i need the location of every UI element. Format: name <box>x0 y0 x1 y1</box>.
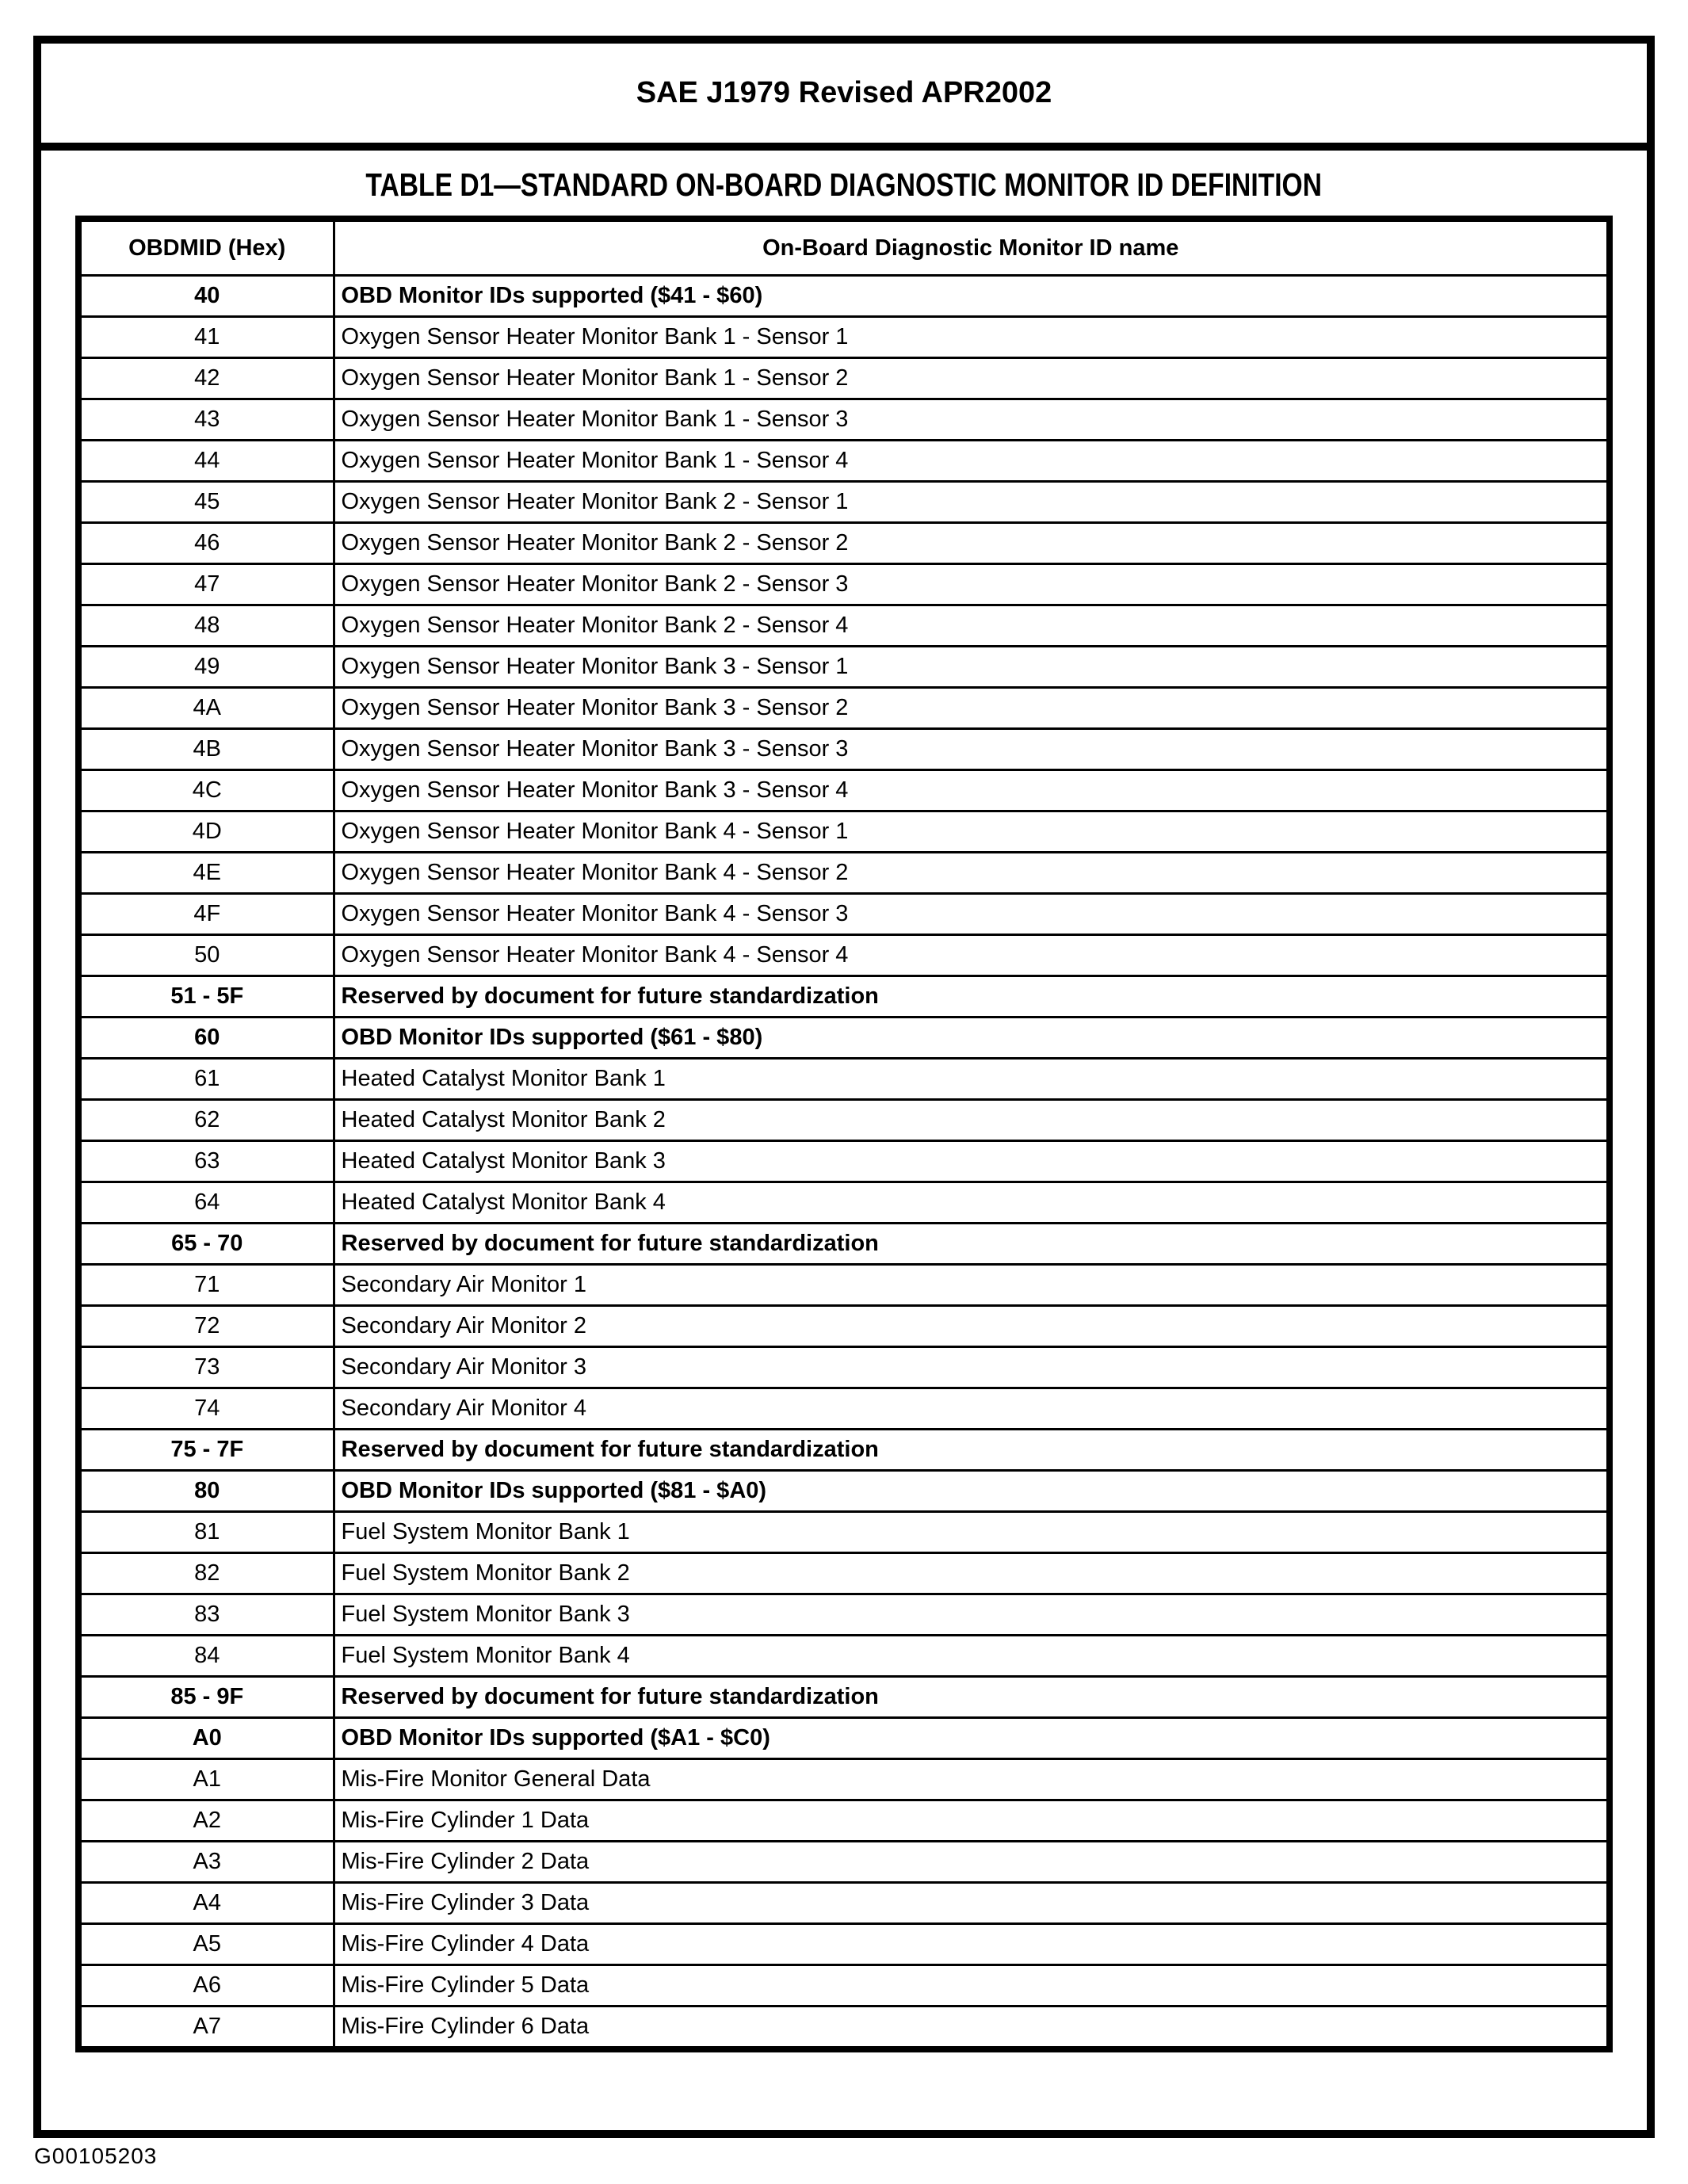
table-row <box>78 1800 1610 1842</box>
obdmid-cell: A4 <box>78 1883 334 1924</box>
monitor-name-cell: Mis-Fire Cylinder 4 Data <box>334 1924 1610 1965</box>
obdmid-cell: 84 <box>78 1636 334 1677</box>
obdmid-cell: 4A <box>78 688 334 729</box>
monitor-name-cell: Oxygen Sensor Heater Monitor Bank 1 - Sensor 2 <box>334 358 1610 399</box>
table-row <box>78 1512 1610 1553</box>
monitor-name-cell: Fuel System Monitor Bank 1 <box>334 1512 1610 1553</box>
obdmid-cell: 60 <box>78 1018 334 1059</box>
obdmid-cell: 40 <box>78 276 334 317</box>
obdmid-cell: 75 - 7F <box>78 1430 334 1471</box>
obdmid-cell: 71 <box>78 1265 334 1306</box>
table-row <box>78 1265 1610 1306</box>
obdmid-cell: 47 <box>78 564 334 605</box>
monitor-name-cell: Oxygen Sensor Heater Monitor Bank 1 - Sensor 3 <box>334 399 1610 441</box>
obdmid-cell: 80 <box>78 1471 334 1512</box>
monitor-name-cell: Oxygen Sensor Heater Monitor Bank 4 - Sensor 2 <box>334 853 1610 894</box>
table-row <box>78 1965 1610 2006</box>
obdmid-cell: A5 <box>78 1924 334 1965</box>
table-row <box>78 729 1610 770</box>
monitor-name-cell: Reserved by document for future standardization <box>334 1430 1610 1471</box>
table-row <box>78 1430 1610 1471</box>
obdmid-cell: 83 <box>78 1594 334 1636</box>
monitor-name-cell: Heated Catalyst Monitor Bank 3 <box>334 1141 1610 1182</box>
monitor-name-cell: Oxygen Sensor Heater Monitor Bank 4 - Sensor 1 <box>334 811 1610 853</box>
table-header <box>78 219 1610 276</box>
monitor-name-cell: Heated Catalyst Monitor Bank 1 <box>334 1059 1610 1100</box>
table-header-row <box>78 219 1610 276</box>
page-border <box>33 36 1655 2138</box>
monitor-name-cell: Reserved by document for future standardization <box>334 976 1610 1018</box>
table-row <box>78 976 1610 1018</box>
monitor-name-cell: Reserved by document for future standardization <box>334 1677 1610 1718</box>
obdmid-cell: A7 <box>78 2006 334 2050</box>
obdmid-cell: 48 <box>78 605 334 647</box>
monitor-name-cell: Mis-Fire Cylinder 5 Data <box>334 1965 1610 2006</box>
obdmid-cell: 46 <box>78 523 334 564</box>
table-row <box>78 276 1610 317</box>
table-row <box>78 482 1610 523</box>
obdmid-cell: 45 <box>78 482 334 523</box>
obdmid-cell: 42 <box>78 358 334 399</box>
obdmid-cell: 43 <box>78 399 334 441</box>
monitor-name-cell: Heated Catalyst Monitor Bank 4 <box>334 1182 1610 1224</box>
monitor-name-cell: Oxygen Sensor Heater Monitor Bank 2 - Sensor 2 <box>334 523 1610 564</box>
monitor-name-cell: Oxygen Sensor Heater Monitor Bank 4 - Sensor 3 <box>334 894 1610 935</box>
monitor-name-cell: Secondary Air Monitor 2 <box>334 1306 1610 1347</box>
table-row <box>78 853 1610 894</box>
table-row <box>78 358 1610 399</box>
table-row <box>78 605 1610 647</box>
obdmid-cell: 4F <box>78 894 334 935</box>
table-row <box>78 441 1610 482</box>
document-header <box>41 44 1647 151</box>
monitor-name-cell: Secondary Air Monitor 1 <box>334 1265 1610 1306</box>
monitor-name-cell: Oxygen Sensor Heater Monitor Bank 3 - Sensor 2 <box>334 688 1610 729</box>
table-row <box>78 1182 1610 1224</box>
monitor-name-cell: Oxygen Sensor Heater Monitor Bank 1 - Sensor 4 <box>334 441 1610 482</box>
obdmid-cell: 72 <box>78 1306 334 1347</box>
monitor-name-cell: OBD Monitor IDs supported ($61 - $80) <box>334 1018 1610 1059</box>
monitor-name-cell: OBD Monitor IDs supported ($A1 - $C0) <box>334 1718 1610 1759</box>
obdmid-cell: 4C <box>78 770 334 811</box>
table-row <box>78 1677 1610 1718</box>
monitor-name-cell: Secondary Air Monitor 4 <box>334 1388 1610 1430</box>
table-row <box>78 770 1610 811</box>
table-row <box>78 1842 1610 1883</box>
obdmid-cell: 73 <box>78 1347 334 1388</box>
obdmid-cell: 81 <box>78 1512 334 1553</box>
obdmid-cell: 50 <box>78 935 334 976</box>
obdmid-cell: 74 <box>78 1388 334 1430</box>
table-row <box>78 935 1610 976</box>
table-row <box>78 1553 1610 1594</box>
table-row <box>78 1059 1610 1100</box>
table-row <box>78 1347 1610 1388</box>
monitor-name-cell: Reserved by document for future standardization <box>334 1224 1610 1265</box>
monitor-name-cell: Mis-Fire Cylinder 2 Data <box>334 1842 1610 1883</box>
table-title-text: TABLE D1—STANDARD ON-BOARD DIAGNOSTIC MONITOR ID DEFINITION <box>365 166 1323 203</box>
monitor-name-cell: Fuel System Monitor Bank 2 <box>334 1553 1610 1594</box>
table-body <box>78 276 1610 2050</box>
table-row <box>78 1388 1610 1430</box>
monitor-name-cell: OBD Monitor IDs supported ($81 - $A0) <box>334 1471 1610 1512</box>
obdmid-cell: 44 <box>78 441 334 482</box>
table-row <box>78 1471 1610 1512</box>
obdmid-cell: 65 - 70 <box>78 1224 334 1265</box>
table-row <box>78 647 1610 688</box>
obdmid-cell: 61 <box>78 1059 334 1100</box>
monitor-name-cell: Mis-Fire Cylinder 1 Data <box>334 1800 1610 1842</box>
obdmid-cell: 85 - 9F <box>78 1677 334 1718</box>
obdmid-cell: 4E <box>78 853 334 894</box>
table-row <box>78 1718 1610 1759</box>
obdmid-cell: 4D <box>78 811 334 853</box>
monitor-name-cell: Oxygen Sensor Heater Monitor Bank 2 - Sensor 3 <box>334 564 1610 605</box>
obdmid-cell: 41 <box>78 317 334 358</box>
table-row <box>78 1924 1610 1965</box>
obdmid-cell: A1 <box>78 1759 334 1800</box>
column-header-monitor-name: On-Board Diagnostic Monitor ID name <box>334 219 1610 276</box>
monitor-name-cell: Fuel System Monitor Bank 3 <box>334 1594 1610 1636</box>
table-row <box>78 1141 1610 1182</box>
table-row <box>78 811 1610 853</box>
obdmid-cell: A2 <box>78 1800 334 1842</box>
table-row <box>78 2006 1610 2050</box>
monitor-id-table <box>75 216 1613 2052</box>
table-row <box>78 1636 1610 1677</box>
obdmid-cell: 63 <box>78 1141 334 1182</box>
table-row <box>78 1594 1610 1636</box>
obdmid-cell: A3 <box>78 1842 334 1883</box>
obdmid-cell: 64 <box>78 1182 334 1224</box>
monitor-name-cell: Mis-Fire Cylinder 3 Data <box>334 1883 1610 1924</box>
obdmid-cell: 51 - 5F <box>78 976 334 1018</box>
table-row <box>78 317 1610 358</box>
table-row <box>78 1224 1610 1265</box>
monitor-name-cell: Oxygen Sensor Heater Monitor Bank 3 - Sensor 3 <box>334 729 1610 770</box>
monitor-name-cell: Fuel System Monitor Bank 4 <box>334 1636 1610 1677</box>
figure-code: G00105203 <box>34 2144 158 2168</box>
monitor-name-cell: Mis-Fire Monitor General Data <box>334 1759 1610 1800</box>
document-header-title: SAE J1979 Revised APR2002 <box>636 76 1052 109</box>
monitor-name-cell: Oxygen Sensor Heater Monitor Bank 3 - Sensor 1 <box>334 647 1610 688</box>
monitor-name-cell: Secondary Air Monitor 3 <box>334 1347 1610 1388</box>
obdmid-cell: 49 <box>78 647 334 688</box>
monitor-name-cell: Heated Catalyst Monitor Bank 2 <box>334 1100 1610 1141</box>
table-row <box>78 894 1610 935</box>
table-row <box>78 523 1610 564</box>
monitor-name-cell: Oxygen Sensor Heater Monitor Bank 2 - Sensor 4 <box>334 605 1610 647</box>
monitor-name-cell: OBD Monitor IDs supported ($41 - $60) <box>334 276 1610 317</box>
obdmid-cell: 4B <box>78 729 334 770</box>
table-row <box>78 399 1610 441</box>
monitor-name-cell: Oxygen Sensor Heater Monitor Bank 4 - Sensor 4 <box>334 935 1610 976</box>
table-row <box>78 688 1610 729</box>
obdmid-cell: 82 <box>78 1553 334 1594</box>
obdmid-cell: A0 <box>78 1718 334 1759</box>
monitor-name-cell: Oxygen Sensor Heater Monitor Bank 2 - Sensor 1 <box>334 482 1610 523</box>
monitor-name-cell: Mis-Fire Cylinder 6 Data <box>334 2006 1610 2050</box>
table-row <box>78 1883 1610 1924</box>
table-row <box>78 1018 1610 1059</box>
monitor-name-cell: Oxygen Sensor Heater Monitor Bank 1 - Sensor 1 <box>334 317 1610 358</box>
table-row <box>78 1759 1610 1800</box>
table-row <box>78 1100 1610 1141</box>
monitor-name-cell: Oxygen Sensor Heater Monitor Bank 3 - Sensor 4 <box>334 770 1610 811</box>
table-row <box>78 1306 1610 1347</box>
column-header-obdmid: OBDMID (Hex) <box>78 219 334 276</box>
obdmid-cell: A6 <box>78 1965 334 2006</box>
table-title <box>41 166 1647 204</box>
obdmid-cell: 62 <box>78 1100 334 1141</box>
table-row <box>78 564 1610 605</box>
